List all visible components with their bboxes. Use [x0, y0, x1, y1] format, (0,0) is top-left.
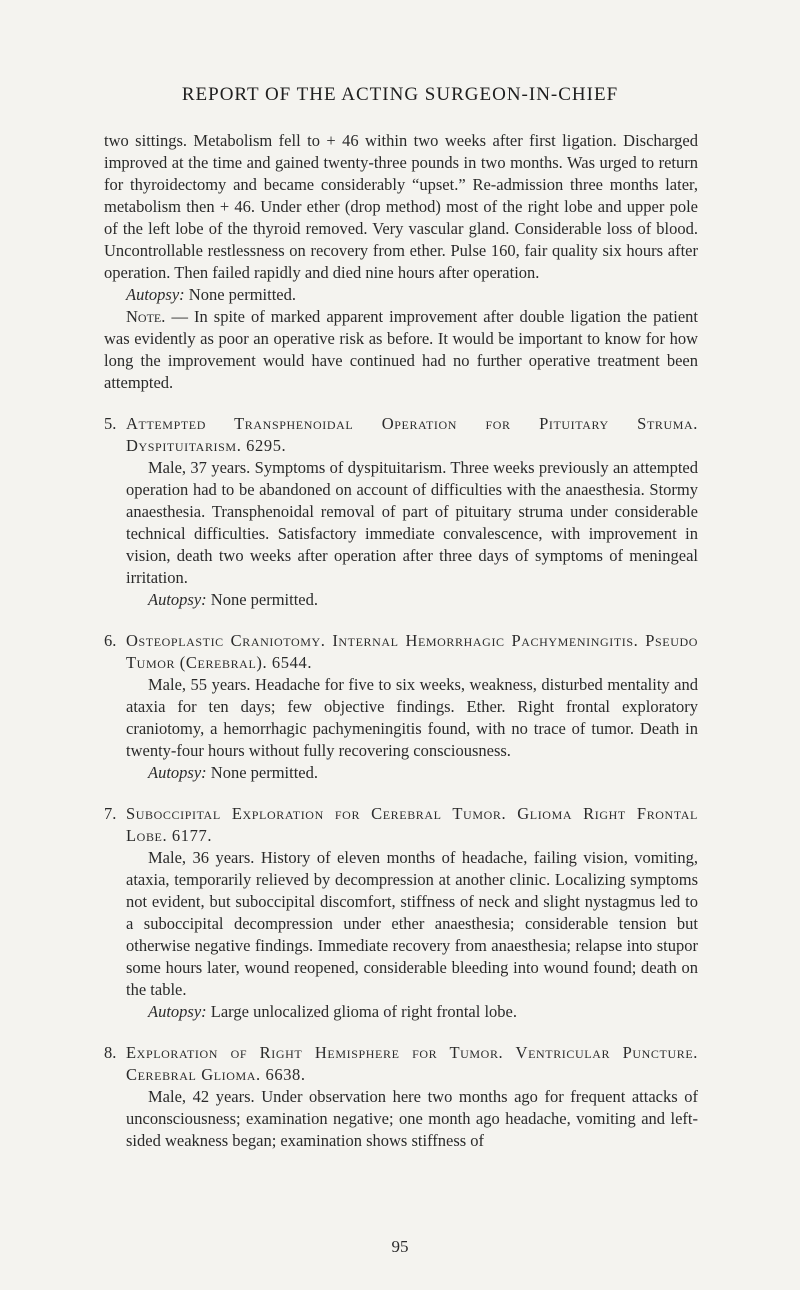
case-autopsy — [126, 589, 698, 611]
case-body: Male, 36 years. History of eleven months of headache, failing vision, vomiting, ataxia, temporarily relieved by decompression at another clinic. Localizing symptoms not evident, but suboccipital discomfort, stiffness of neck and slight nystagmus led to a suboccipital decompression under ether anaesthesia; considerable tension but otherwise negative findings. Immediate recovery from anaesthesia; relapse into stupor some hours later, wound reopened, considerable bleeding into wound found; death on the table. — [126, 848, 698, 999]
case-title: Attempted Transphenoidal Operation for Pituitary Struma. Dyspituitarism. 6295. — [126, 414, 698, 455]
case-title: Osteoplastic Craniotomy. Internal Hemorrhagic Pachymeningitis. Pseudo Tumor (Cerebral). 6544. — [126, 631, 698, 672]
case-number: 6. — [104, 631, 117, 650]
case-body: Male, 55 years. Headache for five to six weeks, weakness, disturbed mentality and ataxia for ten days; few objective findings. Ether. Right frontal exploratory craniotomy, a hemorrhagic pachymeningitis found, with no trace of tumor. Death in twenty-four hours without fully recovering consciousness. — [126, 675, 698, 760]
note-text: — In spite of marked apparent improvement after double ligation the patient was evidently as poor an operative risk as before. It would be important to know for how long the improvement would have continued had no further operative treatment been attempted. — [104, 307, 698, 392]
continuation-autopsy — [104, 284, 698, 306]
case-number: 8. — [104, 1043, 117, 1062]
running-header: REPORT OF THE ACTING SURGEON-IN-CHIEF — [181, 84, 619, 105]
note-paragraph — [104, 306, 698, 394]
autopsy-label: Autopsy: — [148, 1002, 207, 1021]
case-body: Male, 37 years. Symptoms of dyspituitarism. Three weeks previously an attempted operation had to be abandoned on account of difficulties with the anaesthesia. Stormy anaesthesia. Transphenoidal removal of part of pituitary struma under considerable technical difficulties. Satisfactory immediate convalescence, with improvement in vision, death two weeks after operation after three days of symptoms of meningeal irritation. — [126, 458, 698, 587]
case-title: Suboccipital Exploration for Cerebral Tumor. Glioma Right Frontal Lobe. 6177. — [126, 804, 698, 845]
case-number: 7. — [104, 804, 117, 823]
case-autopsy — [126, 762, 698, 784]
case-7 — [104, 803, 698, 1023]
case-body: Male, 42 years. Under observation here two months ago for frequent attacks of unconsciousness; examination negative; one month ago headache, vomiting and left-sided weakness began; examination shows stiffness of — [126, 1087, 698, 1150]
note-label: Note. — [126, 307, 166, 326]
case-6 — [104, 630, 698, 784]
page-content — [104, 130, 698, 1152]
case-autopsy — [126, 1001, 698, 1023]
autopsy-text: None permitted. — [210, 763, 318, 782]
autopsy-label: Autopsy: — [148, 763, 207, 782]
autopsy-label: Autopsy: — [126, 285, 185, 304]
continuation-paragraph: two sittings. Metabolism fell to + 46 within two weeks after first ligation. Discharged improved at the time and gained twenty-three pounds in two months. Was urged to return for thyroidectomy and became considerably “upset.” Re-admission three months later, metabolism then + 46. Under ether (drop method) most of the right lobe and upper pole of the left lobe of the thyroid removed. Very vascular gland. Considerable loss of blood. Uncontrollable restlessness on recovery from ether. Pulse 160, fair quality six hours after operation. Then failed rapidly and died nine hours after operation. — [104, 131, 698, 282]
case-5 — [104, 413, 698, 611]
case-8 — [104, 1042, 698, 1152]
autopsy-text: None permitted. — [188, 285, 296, 304]
page-number: 95 — [391, 1237, 409, 1256]
case-title: Exploration of Right Hemisphere for Tumor. Ventricular Puncture. Cerebral Glioma. 6638. — [126, 1043, 698, 1084]
case-number: 5. — [104, 414, 117, 433]
autopsy-label: Autopsy: — [148, 590, 207, 609]
autopsy-text: None permitted. — [210, 590, 318, 609]
autopsy-text: Large unlocalized glioma of right frontal lobe. — [210, 1002, 517, 1021]
